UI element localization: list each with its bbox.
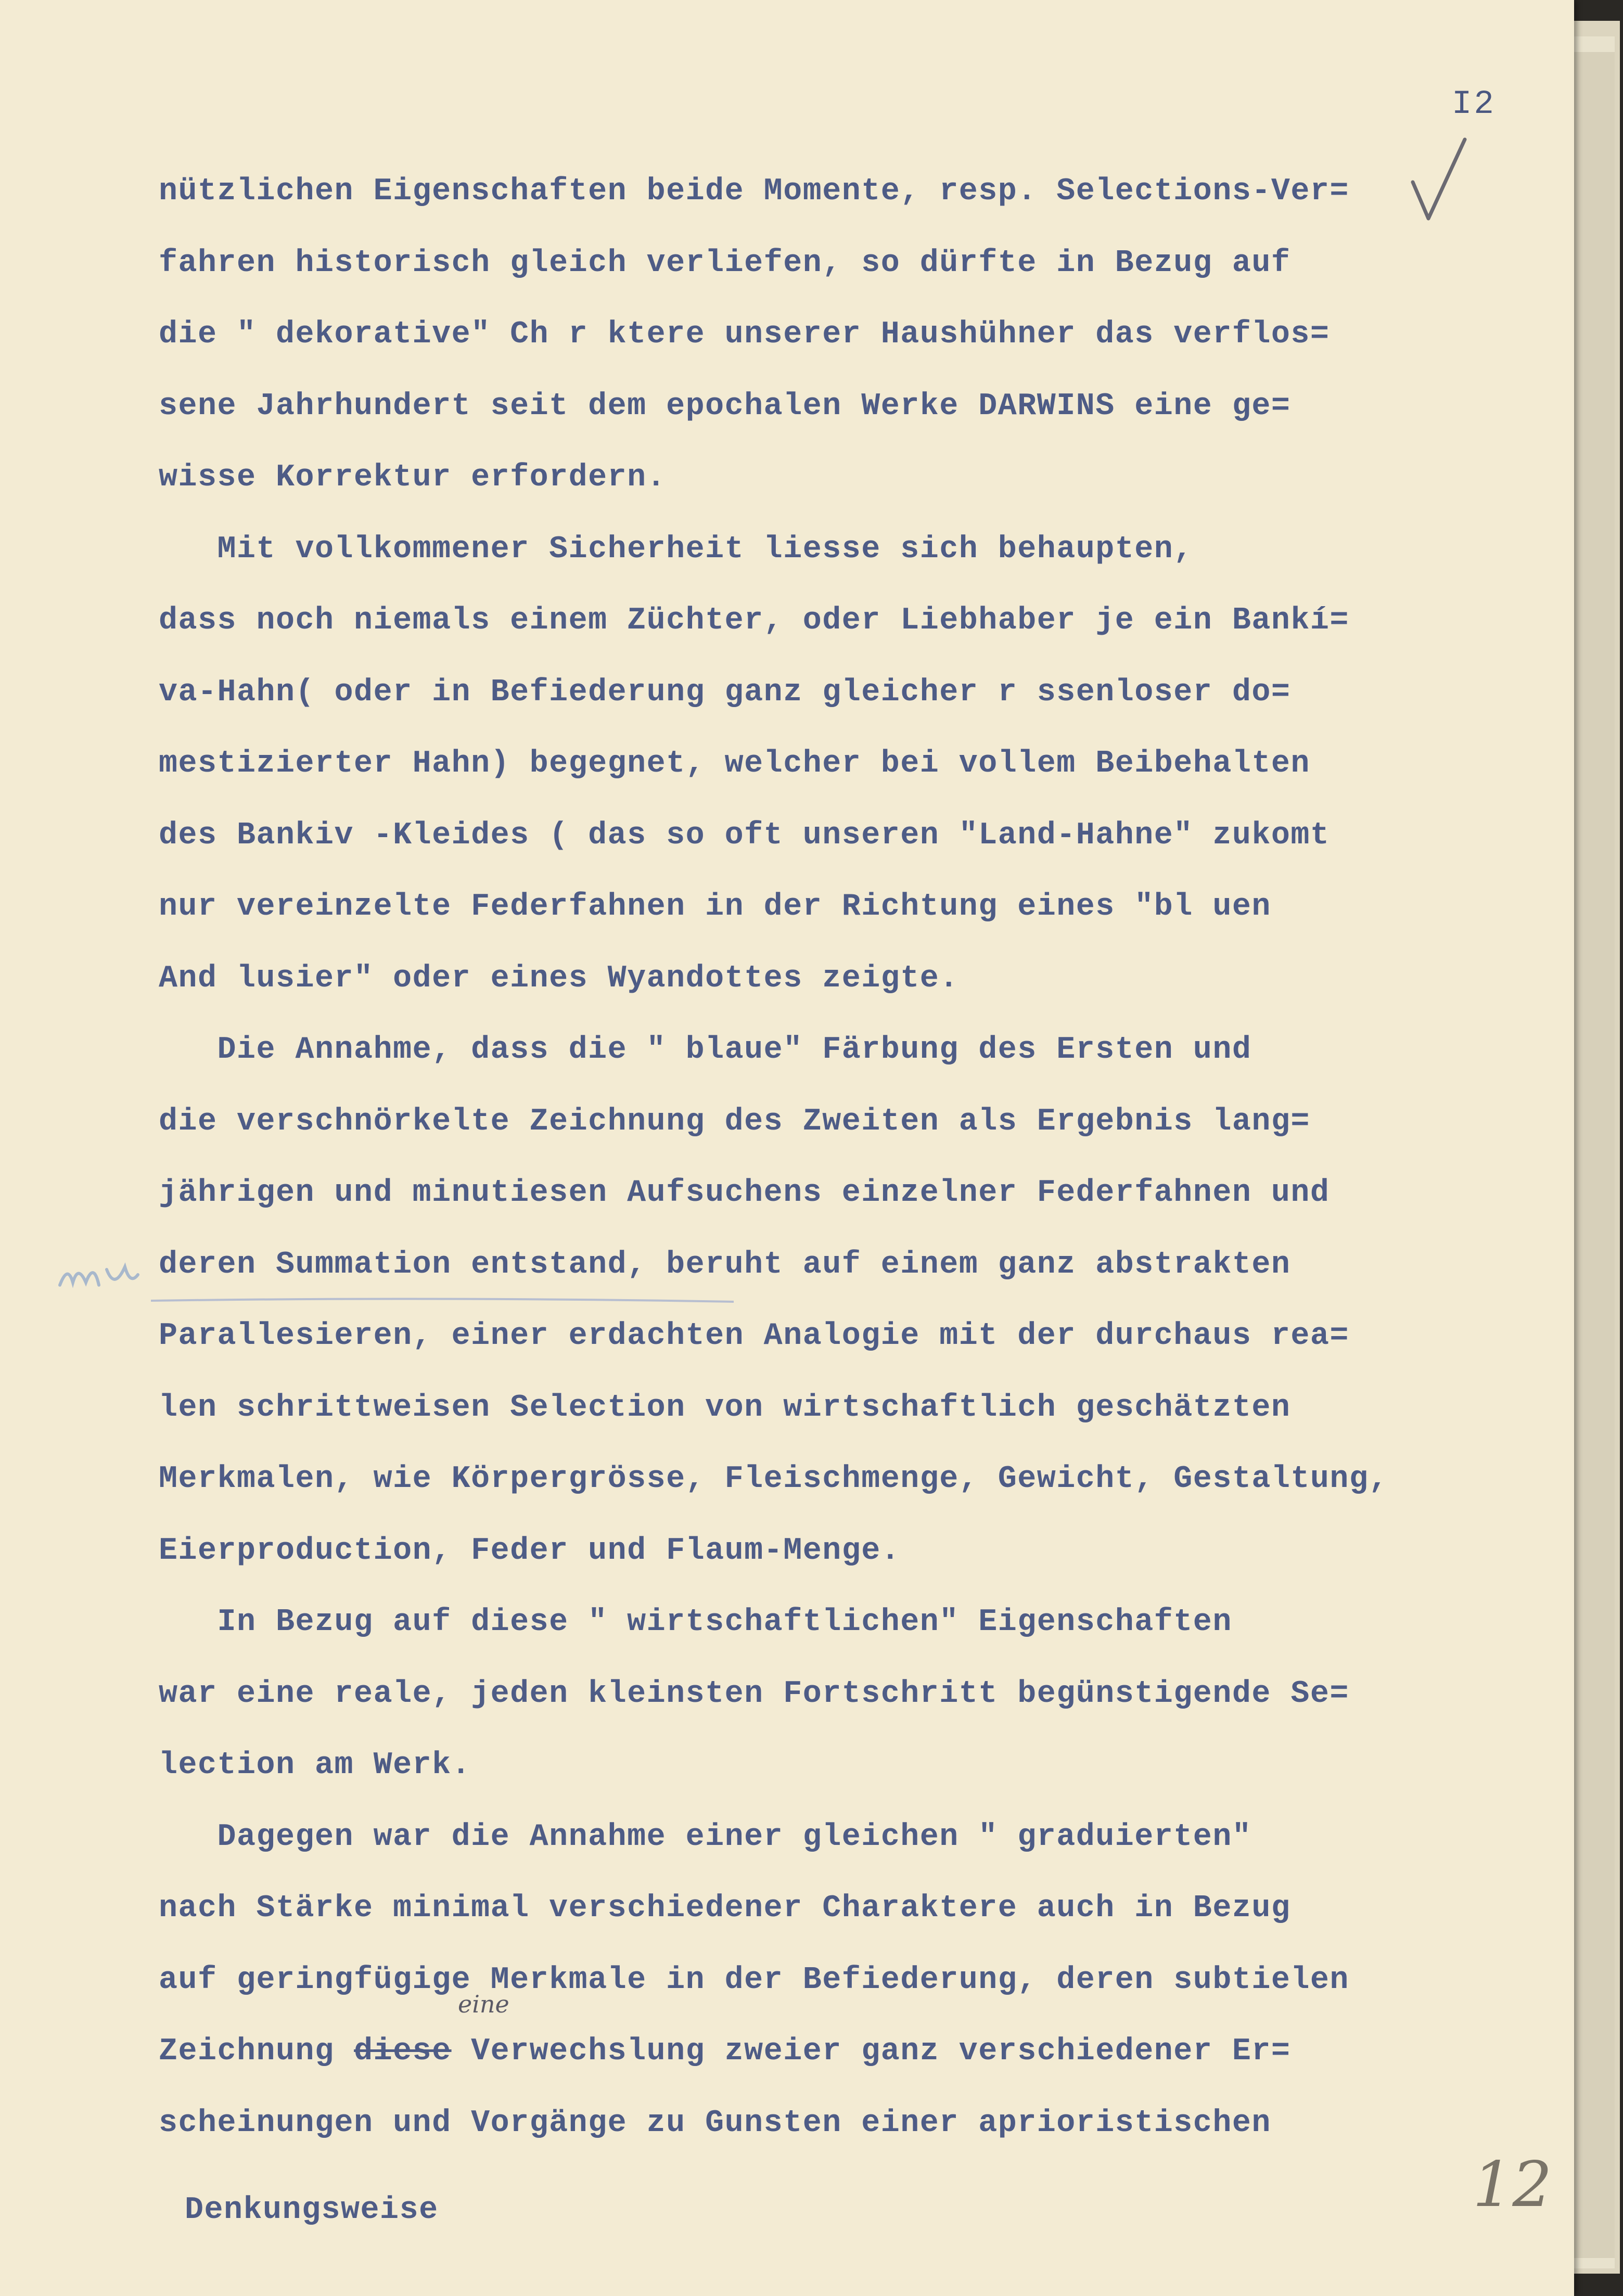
text-line: war eine reale, jeden kleinsten Fortschritt begünstigende Se= — [159, 1676, 1349, 1712]
text-line: Die Annahme, dass die " blaue" Färbung des Ersten und — [159, 1032, 1252, 1068]
text-line — [159, 2016, 1553, 2088]
text-line: Eierproduction, Feder und Flaum-Menge. — [159, 1533, 901, 1569]
text-line: nach Stärke minimal verschiedener Charaktere auch in Bezug — [159, 1891, 1291, 1926]
text-segment: Zeichnung — [159, 2034, 354, 2069]
text-line: Parallesieren, einer erdachten Analogie mit der durchaus rea= — [159, 1318, 1349, 1354]
text-line: len schrittweisen Selection von wirtschaftlich geschätzten — [159, 1390, 1291, 1426]
text-line: lection am Werk. — [159, 1748, 471, 1783]
text-line: Dagegen war die Annahme einer gleichen " graduierten" — [159, 1819, 1252, 1855]
text-line: scheinungen und Vorgänge zu Gunsten einer aprioristischen — [159, 2105, 1271, 2141]
text-line: Mit vollkommener Sicherheit liesse sich behaupten, — [159, 531, 1193, 567]
handwritten-insert: eine — [458, 1990, 509, 2018]
text-line: va-Hahn( oder in Befiederung ganz gleicher r ssenloser do= — [159, 674, 1291, 710]
text-line: des Bankiv -Kleides ( das so oft unseren "Land-Hahne" zukomt — [159, 817, 1330, 853]
text-line: sene Jahrhundert seit dem epochalen Werke DARWINS eine ge= — [159, 388, 1291, 424]
text-line: mestizierter Hahn) begegnet, welcher bei vollem Beibehalten — [159, 746, 1310, 781]
struck-word: diese — [354, 2034, 452, 2069]
underlying-page-edge — [1571, 52, 1615, 2258]
text-line: Denkungsweise — [185, 2192, 439, 2228]
text-line: nur vereinzelte Federfahnen in der Richtung eines "bl uen — [159, 889, 1271, 925]
text-line: Merkmalen, wie Körpergrösse, Fleischmenge, Gewicht, Gestaltung, — [159, 1461, 1388, 1497]
text-line: auf geringfügige Merkmale in der Befiederung, deren subtielen — [159, 1962, 1349, 1998]
text-line: dass noch niemals einem Züchter, oder Liebhaber je ein Bankí= — [159, 603, 1349, 638]
text-line: And lusier" oder eines Wyandottes zeigte. — [159, 960, 959, 996]
margin-scribble-icon — [57, 1254, 140, 1301]
text-segment: Verwechslung zweier ganz verschiedener Er= — [451, 2034, 1291, 2069]
text-line: die " dekorative" Ch r ktere unserer Haushühner das verflos= — [159, 317, 1330, 352]
text-line: jährigen und minutiesen Aufsuchens einzelner Federfahnen und — [159, 1175, 1330, 1211]
text-line: deren Summation entstand, beruht auf einem ganz abstrakten — [159, 1247, 1291, 1282]
text-line: die verschnörkelte Zeichnung des Zweiten als Ergebnis lang= — [159, 1104, 1310, 1139]
text-line: nützlichen Eigenschaften beide Momente, resp. Selections-Ver= — [159, 174, 1349, 209]
text-line: fahren historisch gleich verliefen, so dürfte in Bezug auf — [159, 245, 1291, 281]
text-line: wisse Korrektur erfordern. — [159, 460, 667, 495]
pencil-underline — [151, 1295, 734, 1306]
text-line: In Bezug auf diese " wirtschaftlichen" Eigenschaften — [159, 1605, 1232, 1640]
body-text — [159, 156, 1553, 2247]
folio-number: 12 — [1473, 2149, 1552, 2221]
page-number: I2 — [1452, 86, 1496, 123]
